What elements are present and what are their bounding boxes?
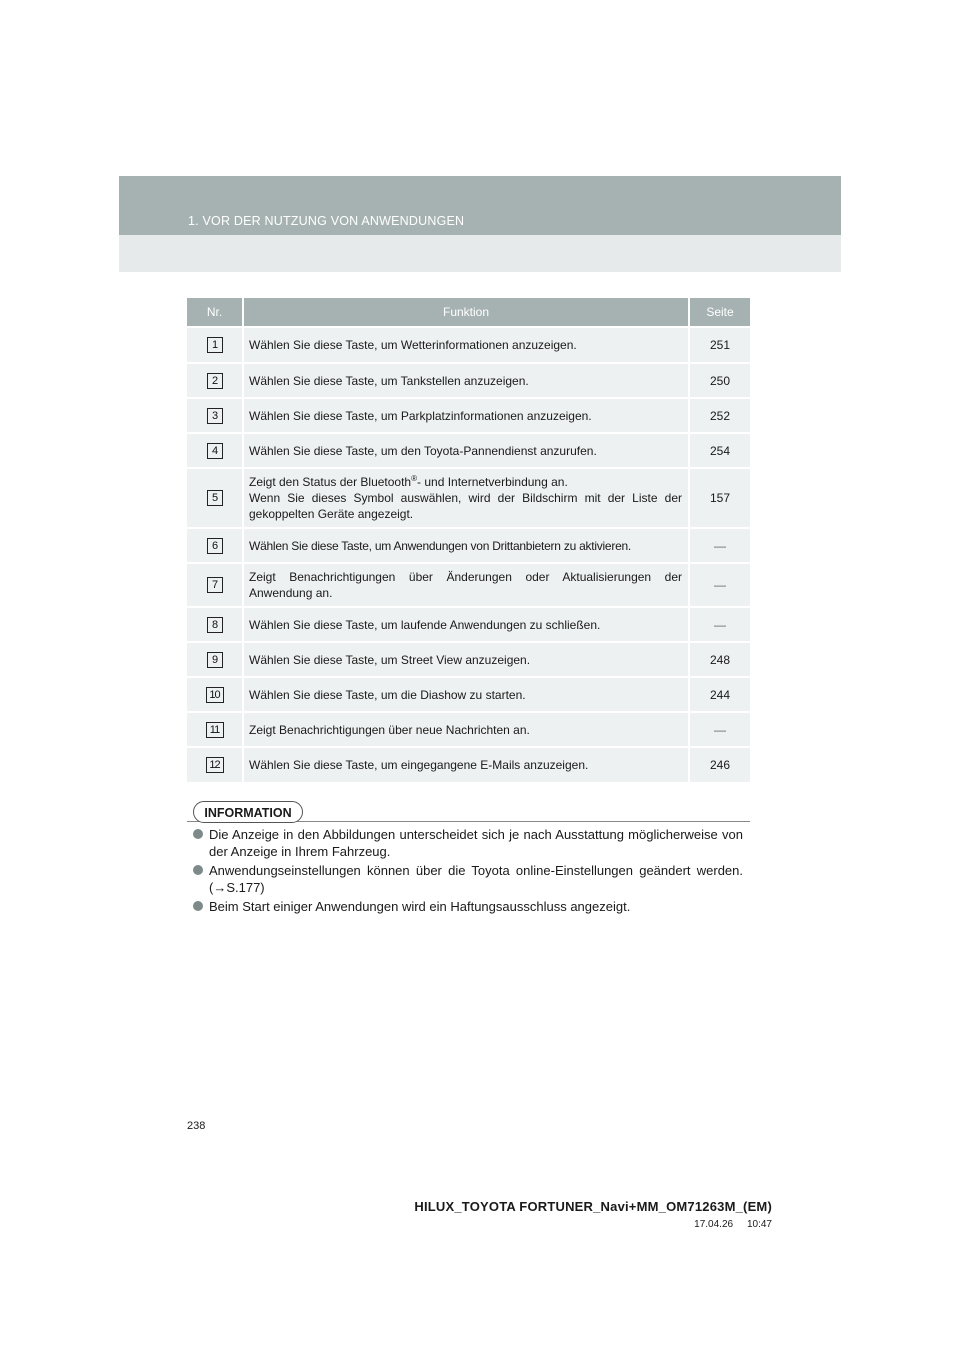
row-number-box: 8 bbox=[207, 617, 223, 633]
page-reference: 246 bbox=[689, 747, 750, 782]
column-header-funktion: Funktion bbox=[243, 298, 689, 327]
page-reference: 252 bbox=[689, 398, 750, 433]
table-row bbox=[187, 363, 750, 398]
information-badge: INFORMATION bbox=[193, 801, 303, 823]
page-reference: — bbox=[689, 607, 750, 642]
page-reference: — bbox=[689, 528, 750, 563]
table-row bbox=[187, 747, 750, 782]
row-number-box: 12 bbox=[206, 757, 224, 773]
document-id: HILUX_TOYOTA FORTUNER_Navi+MM_OM71263M_(EM) bbox=[414, 1199, 772, 1214]
page-reference: — bbox=[689, 563, 750, 607]
function-text: Wählen Sie diese Taste, um Wetterinformationen anzuzeigen. bbox=[243, 327, 689, 363]
page-reference: 248 bbox=[689, 642, 750, 677]
function-text: Wählen Sie diese Taste, um Tankstellen anzuzeigen. bbox=[243, 363, 689, 398]
bullet-icon bbox=[193, 865, 203, 875]
page-reference: 251 bbox=[689, 327, 750, 363]
function-text: Wählen Sie diese Taste, um Parkplatzinformationen anzuzeigen. bbox=[243, 398, 689, 433]
document-timestamp: 17.04.26 10:47 bbox=[694, 1219, 772, 1230]
table-row bbox=[187, 563, 750, 607]
page-reference: 157 bbox=[689, 468, 750, 528]
row-number-box: 7 bbox=[207, 577, 223, 593]
table-row bbox=[187, 327, 750, 363]
page-reference: 250 bbox=[689, 363, 750, 398]
row-number-box: 5 bbox=[207, 490, 223, 506]
row-number-box: 1 bbox=[207, 337, 223, 353]
header-band bbox=[119, 176, 841, 272]
header-bar bbox=[119, 176, 841, 235]
row-number-box: 6 bbox=[207, 538, 223, 554]
page-reference: 254 bbox=[689, 433, 750, 468]
function-text: Wählen Sie diese Taste, um Street View anzuzeigen. bbox=[243, 642, 689, 677]
row-number-box: 4 bbox=[207, 443, 223, 459]
column-header-nr: Nr. bbox=[187, 298, 243, 327]
page-reference: 244 bbox=[689, 677, 750, 712]
row-number-box: 2 bbox=[207, 373, 223, 389]
table-row bbox=[187, 468, 750, 528]
page-number: 238 bbox=[187, 1120, 206, 1132]
list-item: Beim Start einiger Anwendungen wird ein Haftungsausschluss angezeigt. bbox=[193, 898, 743, 915]
function-text: Zeigt den Status der Bluetooth®- und Internetverbindung an. Wenn Sie dieses Symbol auswählen, wird der Bildschirm mit der Liste der gekoppelten Geräte angezeigt. bbox=[243, 468, 689, 528]
table-row bbox=[187, 607, 750, 642]
bullet-icon bbox=[193, 901, 203, 911]
column-header-seite: Seite bbox=[689, 298, 750, 327]
table-row bbox=[187, 528, 750, 563]
function-text: Wählen Sie diese Taste, um die Diashow zu starten. bbox=[243, 677, 689, 712]
row-number-box: 3 bbox=[207, 408, 223, 424]
section-title: 1. VOR DER NUTZUNG VON ANWENDUNGEN bbox=[188, 214, 465, 228]
table-row bbox=[187, 642, 750, 677]
bullet-icon bbox=[193, 829, 203, 839]
list-item: Die Anzeige in den Abbildungen unterscheidet sich je nach Ausstattung möglicherweise von der Anzeige in Ihrem Fahrzeug. bbox=[193, 826, 743, 860]
function-table bbox=[187, 298, 750, 782]
row-number-box: 9 bbox=[207, 652, 223, 668]
table-header-row bbox=[187, 298, 750, 327]
row-number-box: 10 bbox=[206, 687, 224, 703]
function-text: Wählen Sie diese Taste, um den Toyota-Pannendienst anzurufen. bbox=[243, 433, 689, 468]
table-row bbox=[187, 398, 750, 433]
function-text: Wählen Sie diese Taste, um Anwendungen von Drittanbietern zu aktivieren. bbox=[243, 528, 689, 563]
function-text: Wählen Sie diese Taste, um laufende Anwendungen zu schließen. bbox=[243, 607, 689, 642]
table-row bbox=[187, 433, 750, 468]
row-number-box: 11 bbox=[206, 722, 224, 738]
function-text: Wählen Sie diese Taste, um eingegangene E-Mails anzuzeigen. bbox=[243, 747, 689, 782]
function-text: Zeigt Benachrichtigungen über neue Nachrichten an. bbox=[243, 712, 689, 747]
list-item: Anwendungseinstellungen können über die Toyota online-Einstellungen geändert werden. (→S.177) bbox=[193, 862, 743, 896]
function-text: Zeigt Benachrichtigungen über Änderungen oder Aktualisierungen der Anwendung an. bbox=[243, 563, 689, 607]
table-row bbox=[187, 712, 750, 747]
page-reference: — bbox=[689, 712, 750, 747]
table-row bbox=[187, 677, 750, 712]
information-list bbox=[193, 826, 743, 917]
